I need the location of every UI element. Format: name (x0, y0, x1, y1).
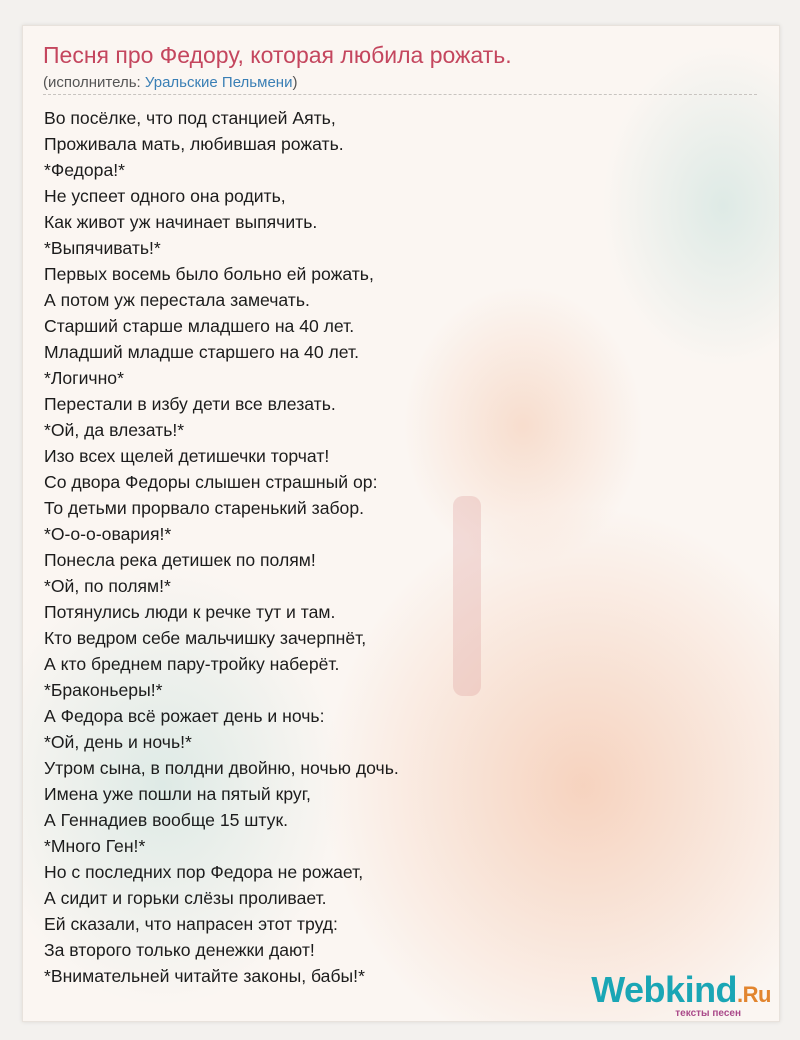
lyric-line: Перестали в избу дети все влезать. (44, 394, 336, 414)
lyric-line: *Ой, день и ночь!* (44, 732, 192, 752)
lyric-line: Понесла река детишек по полям! (44, 550, 316, 570)
lyric-line: *Много Ген!* (44, 836, 146, 856)
lyric-line: За второго только денежки дают! (44, 940, 315, 960)
logo-tagline: тексты песен (675, 1008, 741, 1019)
logo-word: Webkind (591, 969, 738, 1010)
lyric-line: Утром сына, в полдни двойню, ночью дочь. (44, 758, 399, 778)
lyric-line: А Федора всё рожает день и ночь: (44, 706, 325, 726)
lyric-line: Старший старше младшего на 40 лет. (44, 316, 355, 336)
lyric-line: Со двора Федоры слышен страшный ор: (44, 472, 378, 492)
lyric-line: *Внимательней читайте законы, бабы!* (44, 966, 365, 986)
lyrics-card (22, 25, 780, 1022)
site-logo[interactable] (591, 971, 771, 1019)
artist-line (43, 74, 297, 91)
lyric-line: Но с последних пор Федора не рожает, (44, 862, 364, 882)
divider (43, 94, 757, 95)
lyric-line: Изо всех щелей детишечки торчат! (44, 446, 330, 466)
lyric-line: То детьми прорвало старенький забор. (44, 498, 365, 518)
page-title: Песня про Федору, которая любила рожать. (43, 42, 512, 68)
lyric-line: *Ой, по полям!* (44, 576, 171, 596)
lyric-line: А потом уж перестала замечать. (44, 290, 310, 310)
lyric-line: *Выпячивать!* (44, 238, 161, 258)
lyric-line: Не успеет одного она родить, (44, 186, 286, 206)
artist-link[interactable]: Уральские Пельмени (144, 74, 293, 91)
lyric-line: А Геннадиев вообще 15 штук. (44, 810, 289, 830)
lyric-line: А кто бреднем пару-тройку наберёт. (44, 654, 340, 674)
logo-tld: .Ru (737, 982, 771, 1007)
artist-prefix: (исполнитель: (43, 74, 145, 91)
lyric-line: Во посёлке, что под станцией Аять, (44, 108, 336, 128)
lyric-line: Первых восемь было больно ей рожать, (44, 264, 374, 284)
lyric-line: Как живот уж начинает выпячить. (44, 212, 318, 232)
lyric-line: Младший младше старшего на 40 лет. (44, 342, 359, 362)
lyric-line: Ей сказали, что напрасен этот труд: (44, 914, 338, 934)
lyric-line: *Федора!* (44, 160, 125, 180)
lyric-line: Потянулись люди к речке тут и там. (44, 602, 336, 622)
lyric-line: Проживала мать, любившая рожать. (44, 134, 344, 154)
lyric-line: А сидит и горьки слёзы проливает. (44, 888, 327, 908)
lyric-line: *Логично* (44, 368, 124, 388)
lyrics-text (44, 105, 399, 989)
lyric-line: *Браконьеры!* (44, 680, 163, 700)
lyric-line: Кто ведром себе мальчишку зачерпнёт, (44, 628, 367, 648)
artist-suffix: ) (292, 74, 298, 91)
lyric-line: *О-о-о-овария!* (44, 524, 172, 544)
lyric-line: *Ой, да влезать!* (44, 420, 185, 440)
lyric-line: Имена уже пошли на пятый круг, (44, 784, 311, 804)
